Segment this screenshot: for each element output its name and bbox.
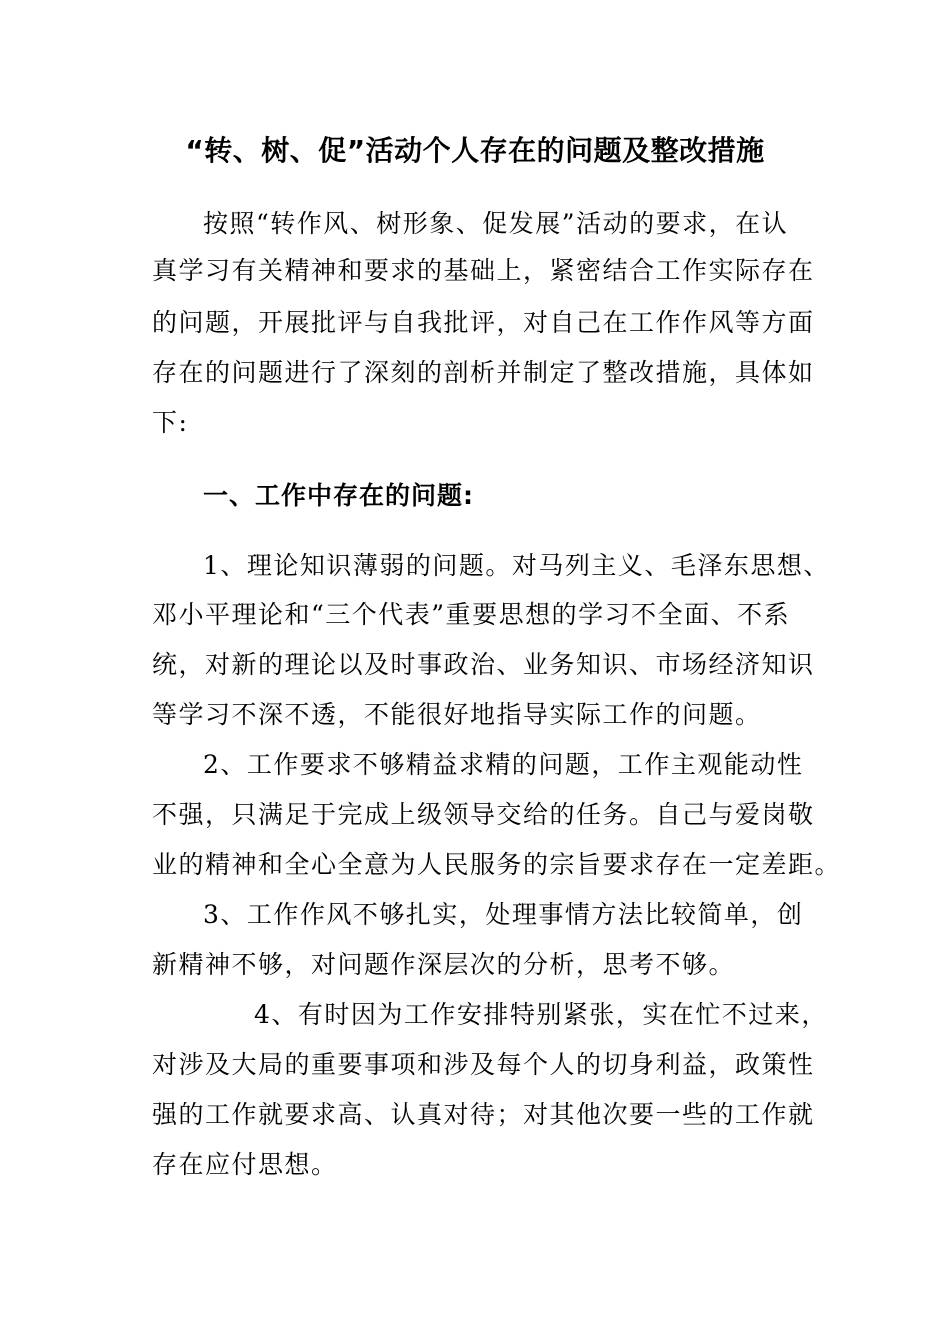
item-1-line: 统，对新的理论以及时事政治、业务知识、市场经济知识 [152,650,815,679]
item-3-line: 新精神不够，对问题作深层次的分析，思考不够。 [152,950,736,979]
item-2-line: 业的精神和全心全意为人民服务的宗旨要求存在一定差距。 [152,850,842,879]
item-1-line: 邓小平理论和“三个代表”重要思想的学习不全面、不系 [152,600,791,629]
item-3-line: 3、工作作风不够扎实，处理事情方法比较简单，创 [203,900,804,929]
item-2-line: 2、工作要求不够精益求精的问题，工作主观能动性 [203,750,804,779]
document-title: “转、树、促”活动个人存在的问题及整改措施 [185,134,765,167]
item-1-line: 等学习不深不透，不能很好地指导实际工作的问题。 [152,700,762,729]
intro-line: 真学习有关精神和要求的基础上，紧密结合工作实际存在 [152,256,815,285]
intro-line: 存在的问题进行了深刻的剖析并制定了整改措施，具体如 [152,358,815,387]
item-4-line: 对涉及大局的重要事项和涉及每个人的切身利益，政策性 [152,1050,815,1079]
item-4-line: 4、有时因为工作安排特别紧张，实在忙不过来， [254,1000,828,1029]
item-2-line: 不强，只满足于完成上级领导交给的任务。自己与爱岗敬 [152,800,815,829]
item-4-line: 强的工作就要求高、认真对待；对其他次要一些的工作就 [152,1100,815,1129]
intro-line: 按照“转作风、树形象、促发展”活动的要求，在认 [203,209,789,238]
item-4-line: 存在应付思想。 [152,1150,338,1179]
intro-line: 的问题，开展批评与自我批评，对自己在工作作风等方面 [152,308,815,337]
intro-line: 下: [152,408,189,437]
section-heading: 一、工作中存在的问题: [203,481,474,510]
item-1-line: 1、理论知识薄弱的问题。对马列主义、毛泽东思想、 [203,551,830,580]
